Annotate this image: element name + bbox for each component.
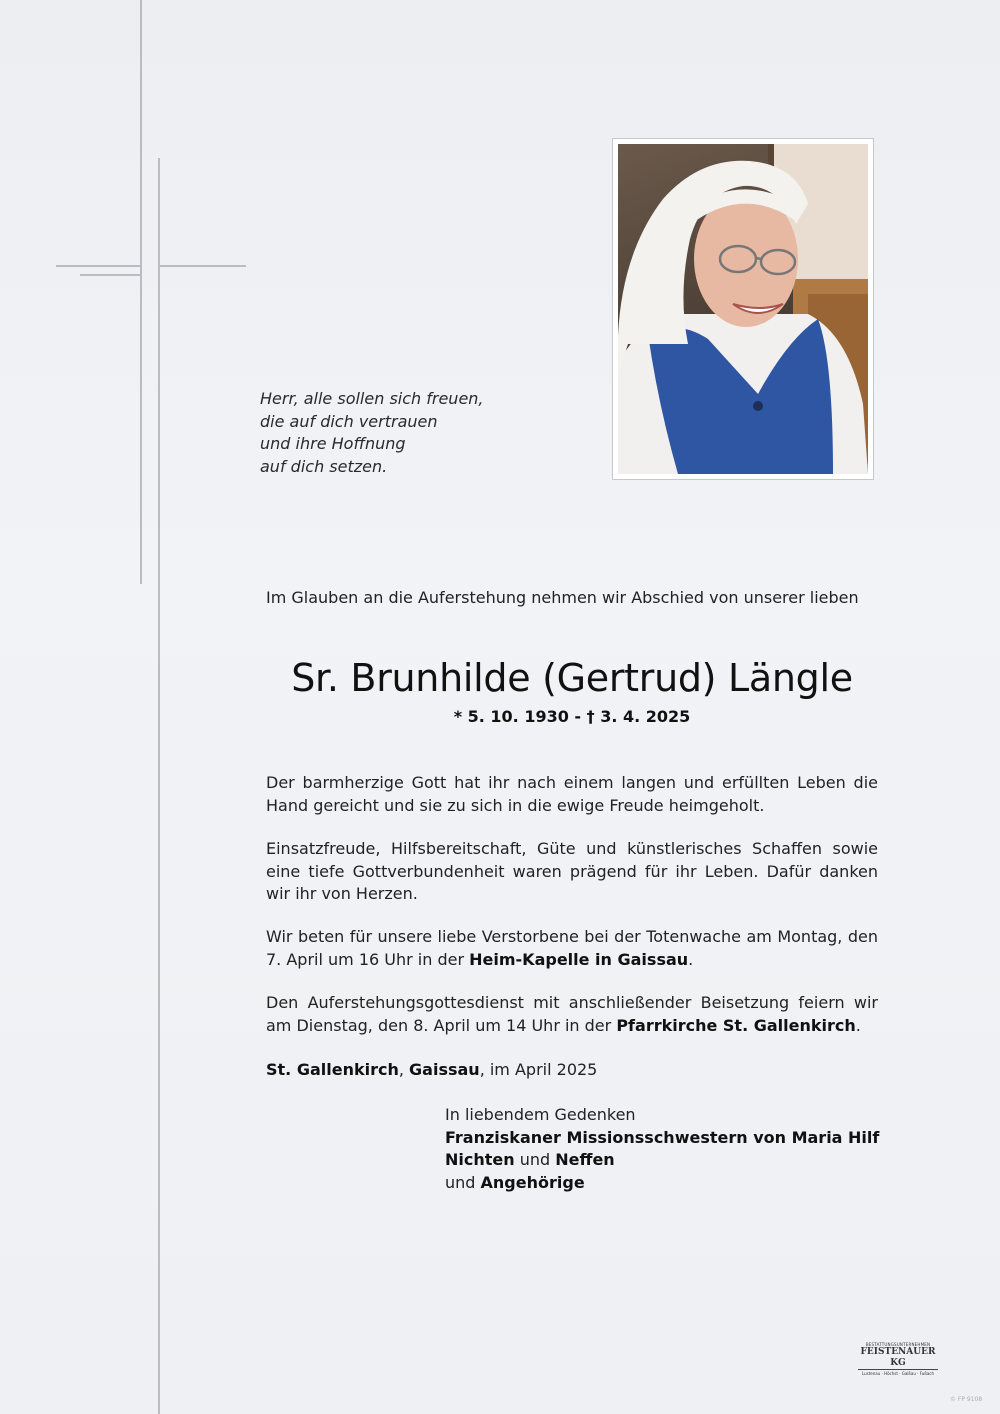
funeral-home-logo <box>858 1342 938 1376</box>
place-separator: , <box>398 1060 410 1079</box>
signature-line-4 <box>445 1172 879 1195</box>
logo-tagline: BESTATTUNGSUNTERNEHMEN <box>865 1342 931 1347</box>
paragraph-4-end: . <box>855 1015 861 1035</box>
paragraph-4-text: Den Auferstehungsgottesdienst mit anschließender Beisetzung feiern wir am Dienstag, den 8. April um 14 Uhr in der <box>266 993 878 1035</box>
signature-order: Franziskaner Missionsschwestern von Maria Hilf <box>445 1127 880 1147</box>
cross-horizontal-line-top <box>56 265 142 267</box>
quote-line: auf dich setzen. <box>260 456 388 476</box>
logo-name: FEISTENAUER KG <box>858 1347 938 1370</box>
signature-relatives: Angehörige <box>480 1172 585 1192</box>
wake-location: Heim-Kapelle in Gaissau <box>469 949 689 969</box>
cross-horizontal-line-short <box>80 274 140 276</box>
cross-vertical-line-inner <box>158 158 160 1414</box>
paragraph-1: Der barmherzige Gott hat ihr nach einem langen und erfüllten Leben die Hand gereicht und sie zu sich in die ewige Freude heimgeholt. <box>266 773 878 815</box>
place-1: St. Gallenkirch <box>266 1060 399 1079</box>
quote-line: Herr, alle sollen sich freuen, <box>260 389 484 408</box>
quote-line: und ihre Hoffnung <box>260 434 406 453</box>
signature-line-1: In liebendem Gedenken <box>445 1105 636 1124</box>
quote-line: die auf dich vertrauen <box>260 411 438 431</box>
date-text: , im April 2025 <box>479 1060 598 1079</box>
portrait-photo <box>618 144 868 474</box>
deceased-name: Sr. Brunhilde (Gertrud) Längle <box>291 656 853 700</box>
paragraph-4 <box>266 992 878 1037</box>
portrait-illustration <box>618 144 868 474</box>
paragraph-2: Einsatzfreude, Hilfsbereitschaft, Güte und künstlerisches Schaffen sowie eine tiefe Gottverbundenheit waren prägend für ihr Leben. Dafür danken wir ihr von Herzen. <box>266 839 878 903</box>
cross-horizontal-line-right <box>160 265 246 267</box>
paragraph-3-end: . <box>688 949 694 969</box>
logo-locations: Lustenau · Höchst · Gaißau · Fußach <box>861 1371 935 1376</box>
paragraph-3 <box>266 926 878 971</box>
signature-line-3 <box>445 1149 879 1172</box>
signature-nieces: Nichten <box>445 1150 515 1169</box>
life-dates: * 5. 10. 1930 - † 3. 4. 2025 <box>453 707 691 726</box>
signature-block <box>445 1104 879 1194</box>
place-2: Gaissau <box>409 1060 480 1079</box>
signature-and: und <box>445 1172 481 1192</box>
paragraph-3-text: Wir beten für unsere liebe Verstorbene bei der Totenwache am Montag, den 7. April um 16 Uhr in der <box>266 927 878 969</box>
cross-vertical-line-outer <box>140 0 142 584</box>
bible-quote <box>260 388 560 478</box>
intro-text: Im Glauben an die Auferstehung nehmen wir Abschied von unserer lieben <box>266 588 859 607</box>
footer-code: © FP 9108 <box>950 1396 983 1403</box>
signature-conj: und <box>514 1150 556 1169</box>
place-date <box>266 1059 878 1082</box>
signature-nephews: Neffen <box>555 1150 615 1169</box>
funeral-location: Pfarrkirche St. Gallenkirch <box>616 1015 856 1035</box>
portrait-frame <box>612 138 874 480</box>
signature-line-2 <box>445 1127 879 1150</box>
